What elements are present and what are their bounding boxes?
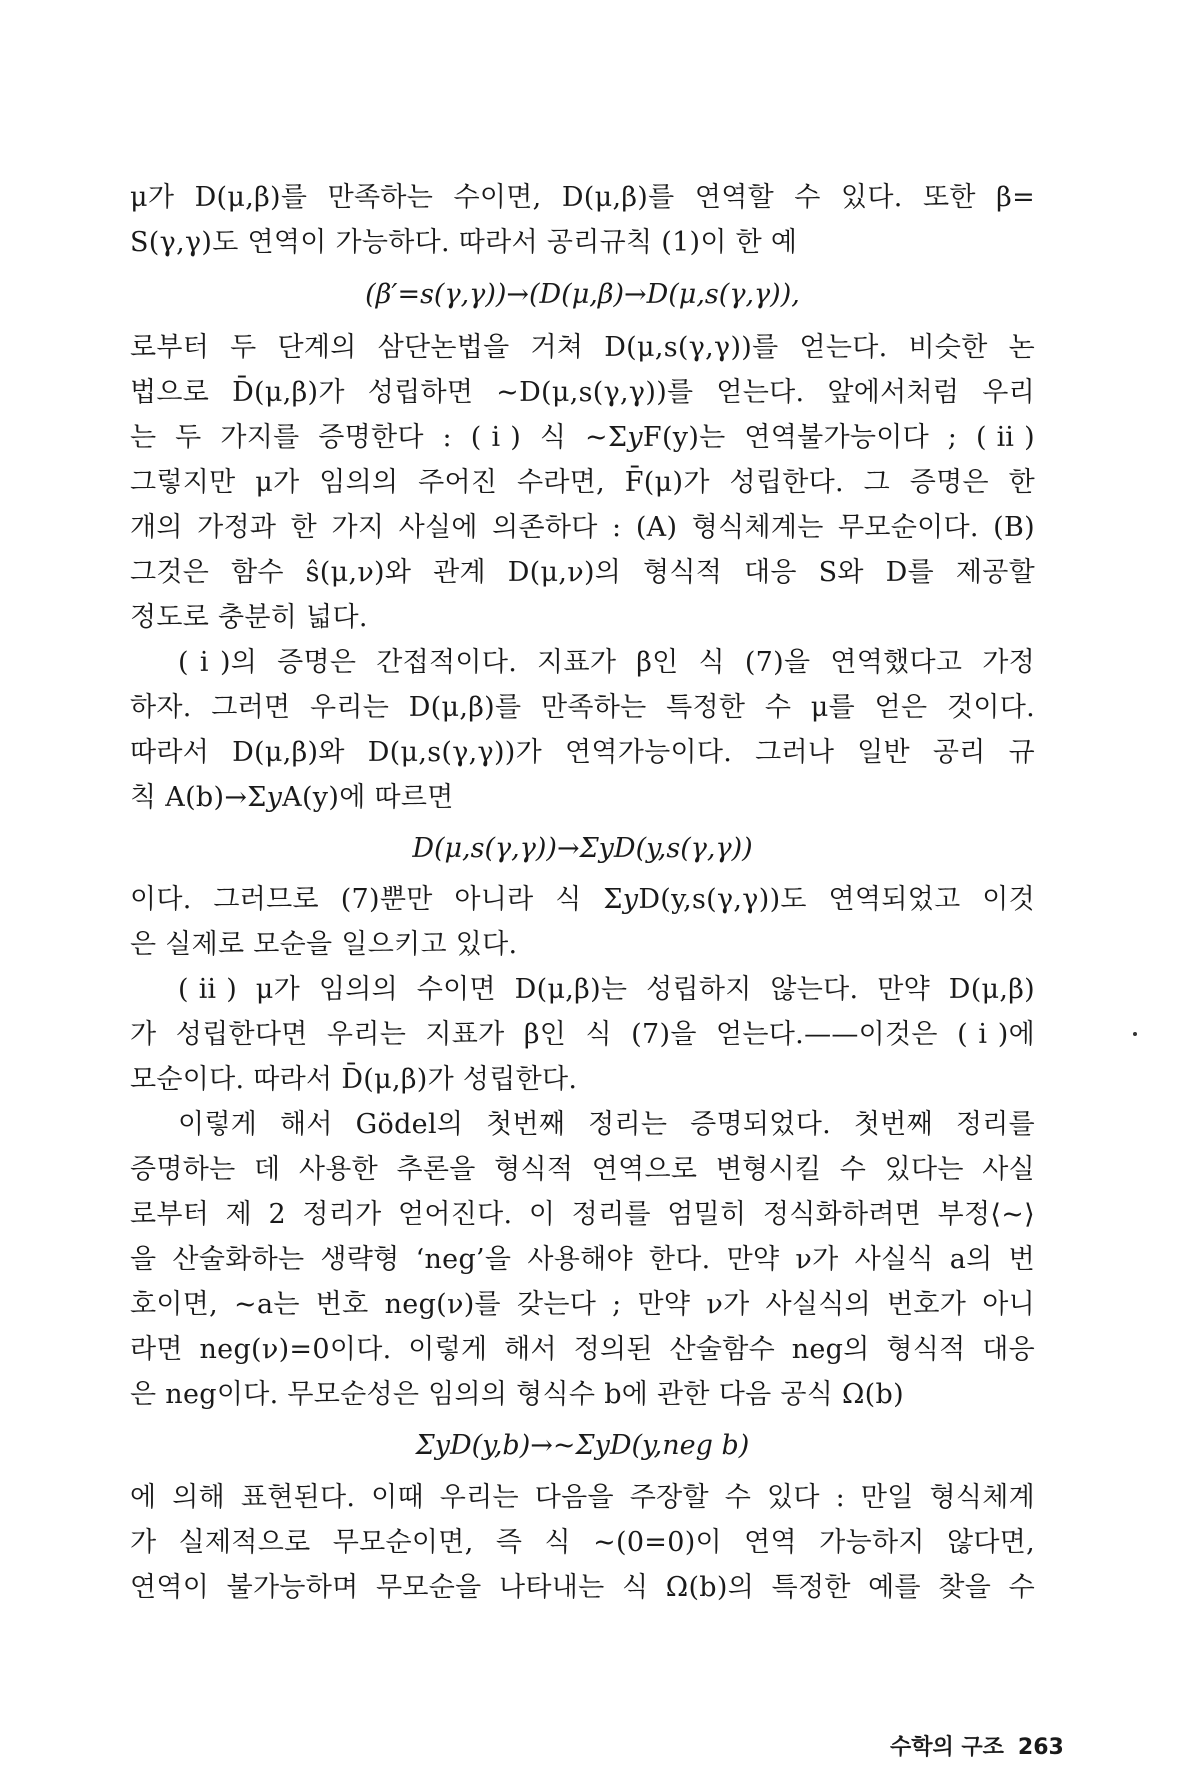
text-line: (ⅰ)의 증명은 간접적이다. 지표가 β인 식 (7)을 연역했다고 가정 bbox=[178, 647, 1035, 678]
text-line: 로부터 제 2 정리가 얻어진다. 이 정리를 엄밀히 정식화하려면 부정⟨~⟩ bbox=[130, 1199, 1035, 1230]
text-line: 그것은 함수 ŝ(μ,ν)와 관계 D(μ,ν)의 형식적 대응 S와 D를 제공할 bbox=[130, 557, 1035, 588]
formula-line: (β′=s(γ,γ))→(D(μ,β)→D(μ,s(γ,γ)), bbox=[365, 279, 800, 310]
text-line: 연역이 불가능하며 무모순을 나타내는 식 Ω(b)의 특정한 예를 찾을 수 bbox=[130, 1572, 1035, 1603]
page-footer bbox=[890, 1733, 1064, 1763]
text-line: 호이면, ~a는 번호 neg(ν)를 갖는다 ; 만약 ν가 사실식의 번호가 아니 bbox=[130, 1289, 1035, 1320]
text-line: 칙 A(b)→Σ𝑦A(y)에 따르면 bbox=[130, 782, 454, 813]
text-line: 가 실제적으로 무모순이면, 즉 식 ~(0=0)이 연역 가능하지 않다면, bbox=[130, 1527, 1035, 1558]
text-line: 로부터 두 단계의 삼단논법을 거쳐 D(μ,s(γ,γ))를 얻는다. 비슷한 논 bbox=[130, 332, 1035, 363]
page-body bbox=[130, 178, 1064, 1760]
text-line: 이렇게 해서 Gödel의 첫번째 정리는 증명되었다. 첫번째 정리를 bbox=[178, 1109, 1035, 1140]
text-line: 은 실제로 모순을 일으키고 있다. bbox=[130, 929, 518, 960]
formula-line: Σ𝑦D(y,b)→~Σ𝑦D(y,neg b) bbox=[415, 1430, 750, 1461]
text-line: μ가 D(μ,β)를 만족하는 수이면, D(μ,β)를 연역할 수 있다. 또한 β= bbox=[130, 182, 1035, 213]
text-line: 모순이다. 따라서 D̄(μ,β)가 성립한다. bbox=[130, 1064, 578, 1095]
text-line: 은 neg이다. 무모순성은 임의의 형식수 b에 관한 다음 공식 Ω(b) bbox=[130, 1379, 904, 1410]
text-line: 라면 neg(ν)=0이다. 이렇게 해서 정의된 산술함수 neg의 형식적 대응 bbox=[130, 1334, 1035, 1365]
text-line: 정도로 충분히 넓다. bbox=[130, 602, 368, 633]
text-line: 따라서 D(μ,β)와 D(μ,s(γ,γ))가 연역가능이다. 그러나 일반 공리 규 bbox=[130, 737, 1035, 768]
text-line: 그렇지만 μ가 임의의 주어진 수라면, F̄(μ)가 성립한다. 그 증명은 한 bbox=[130, 467, 1035, 498]
text-line: (ⅱ) μ가 임의의 수이면 D(μ,β)는 성립하지 않는다. 만약 D(μ,β) bbox=[178, 974, 1035, 1005]
running-title: 수학의 구조 bbox=[890, 1735, 1004, 1760]
text-line: 개의 가정과 한 가지 사실에 의존하다 : (A) 형식체계는 무모순이다. (B) bbox=[130, 512, 1035, 543]
text-line: 하자. 그러면 우리는 D(μ,β)를 만족하는 특정한 수 μ를 얻은 것이다. bbox=[130, 692, 1035, 723]
text-line: 가 성립한다면 우리는 지표가 β인 식 (7)을 얻는다.——이것은 (ⅰ)에 bbox=[130, 1019, 1035, 1050]
print-speck bbox=[1133, 1032, 1137, 1036]
text-line: 는 두 가지를 증명한다 : (ⅰ) 식 ~Σ𝑦F(y)는 연역불가능이다 ; (ⅱ) bbox=[130, 422, 1035, 453]
formula-line: D(μ,s(γ,γ))→Σ𝑦D(y,s(γ,γ)) bbox=[412, 833, 753, 864]
text-line: 을 산술화하는 생략형 ‘neg’을 사용해야 한다. 만약 ν가 사실식 a의 번 bbox=[130, 1244, 1035, 1275]
text-line: 증명하는 데 사용한 추론을 형식적 연역으로 변형시킬 수 있다는 사실 bbox=[130, 1154, 1035, 1185]
text-line: 법으로 D̄(μ,β)가 성립하면 ~D(μ,s(γ,γ))를 얻는다. 앞에서처럼 우리 bbox=[130, 377, 1035, 408]
text-line: 이다. 그러므로 (7)뿐만 아니라 식 Σ𝑦D(y,s(γ,γ))도 연역되었고 이것 bbox=[130, 884, 1035, 915]
text-line: 에 의해 표현된다. 이때 우리는 다음을 주장할 수 있다 : 만일 형식체계 bbox=[130, 1482, 1035, 1513]
text-line: S(γ,γ)도 연역이 가능하다. 따라서 공리규칙 (1)이 한 예 bbox=[130, 227, 798, 258]
page-number: 263 bbox=[1017, 1735, 1064, 1760]
